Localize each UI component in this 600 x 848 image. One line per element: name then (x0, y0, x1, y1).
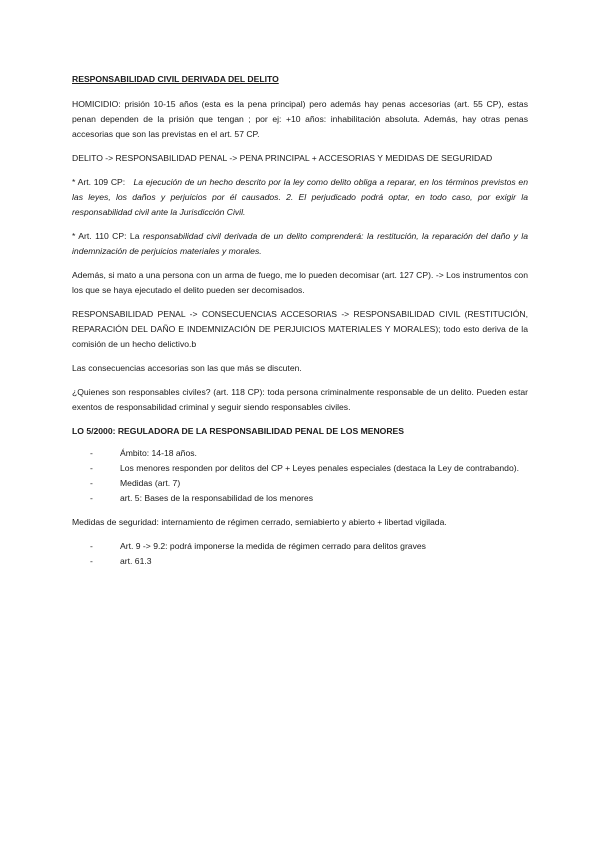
list-articulos (72, 539, 528, 569)
list-item (72, 476, 528, 491)
list-item (72, 446, 528, 461)
list-dash: - (90, 541, 93, 551)
paragraph-art-109 (72, 175, 528, 220)
paragraph-responsabilidad-penal: RESPONSABILIDAD PENAL -> CONSECUENCIAS ACCESORIAS -> RESPONSABILIDAD CIVIL (RESTITUCIÓN, REPARACIÓN DEL DAÑO E INDEMNIZACIÓN DE PERJUICIOS MATERIALES Y MORALES); todo esto deriva de la comisión de un hecho delictivo.b (72, 309, 528, 349)
list-item-text: art. 5: Bases de la responsabilidad de los menores (120, 493, 313, 503)
art-109-prefix: * Art. 109 CP: (72, 177, 126, 187)
paragraph-arma-fuego: Además, si mato a una persona con un arma de fuego, me lo pueden decomisar (art. 127 CP). -> Los instrumentos con los que se haya ejecutado el delito pueden ser decomisados. (72, 270, 528, 295)
document-body (72, 72, 528, 578)
list-item (72, 539, 528, 554)
list-item-text: Medidas (art. 7) (120, 478, 181, 488)
list-dash: - (90, 463, 93, 473)
art-110-prefix: * Art. 110 CP: La (72, 231, 140, 241)
list-dash: - (90, 493, 93, 503)
list-menores (72, 446, 528, 506)
paragraph-consecuencias: Las consecuencias accesorias son las que más se discuten. (72, 363, 302, 373)
document-title: RESPONSABILIDAD CIVIL DERIVADA DEL DELITO (72, 74, 279, 84)
list-item (72, 554, 528, 569)
art-109-text: La ejecución de un hecho descrito por la ley como delito obliga a reparar, en los términos previstos en las leyes, los daños y perjuicios por él causados. 2. El perjudicado podrá optar, en todo caso, por exigir la responsabilidad civil ante la Jurisdicción Civil. (72, 177, 528, 217)
list-item-text: Art. 9 -> 9.2: podrá imponerse la medida de régimen cerrado para delitos graves (120, 541, 426, 551)
paragraph-responsables-civiles: ¿Quienes son responsables civiles? (art. 118 CP): toda persona criminalmente responsable de un delito. Pueden estar exentos de responsabilidad criminal y seguir siendo responsables civiles. (72, 387, 528, 412)
list-dash: - (90, 478, 93, 488)
paragraph-delito-chain: DELITO -> RESPONSABILIDAD PENAL -> PENA PRINCIPAL + ACCESORIAS Y MEDIDAS DE SEGURIDAD (72, 153, 493, 163)
list-item (72, 491, 528, 506)
paragraph-homicidio: HOMICIDIO: prisión 10-15 años (esta es la pena principal) pero además hay penas accesorias (art. 55 CP), estas penan dependen de la prisión que tengan ; por ej: +10 años: inhabilitación absoluta. Además, hay otras penas accesorias que son las previstas en el art. 57 CP. (72, 99, 528, 139)
art-110-text: responsabilidad civil derivada de un delito comprenderá: la restitución, la reparación del daño y la indemnización de perjuicios materiales y morales. (72, 231, 528, 256)
list-dash: - (90, 556, 93, 566)
list-item-text: Los menores responden por delitos del CP + Leyes penales especiales (destaca la Ley de contrabando). (120, 463, 519, 473)
list-dash: - (90, 448, 93, 458)
list-item-text: Ámbito: 14-18 años. (120, 448, 197, 458)
paragraph-medidas-seguridad: Medidas de seguridad: internamiento de régimen cerrado, semiabierto y abierto + libertad vigilada. (72, 517, 447, 527)
section-heading-lo-5-2000: LO 5/2000: REGULADORA DE LA RESPONSABILIDAD PENAL DE LOS MENORES (72, 426, 405, 436)
paragraph-art-110 (72, 229, 528, 259)
list-item-text: art. 61.3 (120, 556, 152, 566)
list-item (72, 461, 528, 476)
